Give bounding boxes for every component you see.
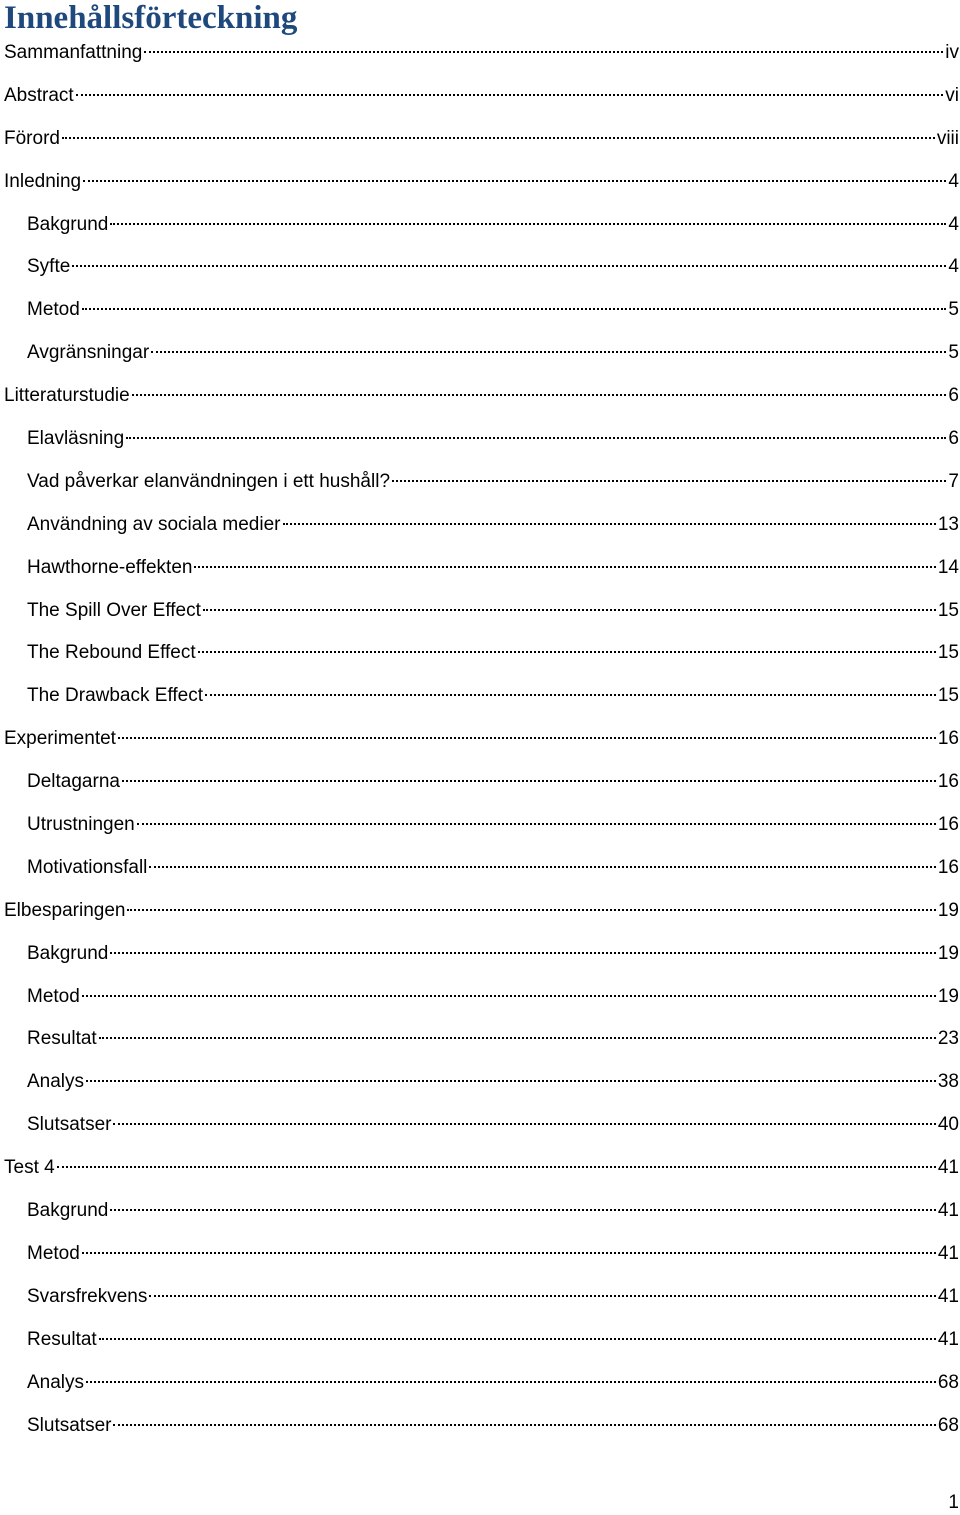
toc-entry[interactable] [0, 462, 960, 505]
toc-entry[interactable] [0, 1062, 960, 1105]
toc-entry-row[interactable] [27, 1027, 959, 1051]
toc-entry-page[interactable]: 16 [937, 856, 959, 878]
toc-entry[interactable] [0, 633, 960, 676]
toc-entry-row[interactable] [4, 84, 959, 108]
toc-entry-row[interactable] [27, 1070, 959, 1094]
toc-entry-label[interactable]: Metod [27, 299, 80, 321]
toc-entry[interactable] [0, 119, 960, 162]
toc-entry[interactable] [0, 1019, 960, 1062]
toc-entry-label[interactable]: Resultat [27, 1328, 97, 1350]
toc-entry-page[interactable]: 16 [937, 771, 959, 793]
dot-leader [82, 995, 936, 997]
dot-leader [122, 780, 936, 782]
toc-entry[interactable] [0, 376, 960, 419]
toc-entry[interactable] [0, 891, 960, 934]
toc-entry-label[interactable]: Litteraturstudie [4, 385, 130, 407]
toc-entry[interactable] [0, 977, 960, 1020]
dot-leader [113, 1424, 935, 1426]
toc-entry[interactable] [0, 205, 960, 248]
toc-entry[interactable] [0, 76, 960, 119]
toc-entry-row[interactable] [27, 213, 959, 237]
toc-entry-label[interactable]: Hawthorne-effekten [27, 556, 193, 578]
toc-entry-row[interactable] [27, 298, 959, 322]
toc-entry-page[interactable]: 6 [948, 428, 959, 450]
toc-entry[interactable] [0, 591, 960, 634]
toc-entry[interactable] [0, 1234, 960, 1277]
toc-entry-label[interactable]: Inledning [4, 170, 82, 192]
toc-entry-page[interactable]: 14 [937, 556, 959, 578]
toc-entry-row[interactable] [27, 427, 959, 451]
toc-entry-row[interactable] [4, 170, 959, 194]
toc-entry-row[interactable] [27, 255, 959, 279]
toc-entry-page[interactable]: 68 [937, 1414, 959, 1436]
dot-leader [205, 694, 936, 696]
toc-entry-page[interactable]: 40 [937, 1114, 959, 1136]
table-of-contents [0, 33, 960, 1448]
dot-leader [149, 1295, 935, 1297]
dot-leader [82, 1252, 936, 1254]
toc-entry-row[interactable] [27, 1199, 959, 1223]
dot-leader [149, 866, 935, 868]
toc-entry-label[interactable]: Motivationsfall [27, 856, 148, 878]
toc-entry-row[interactable] [27, 641, 959, 665]
dot-leader [86, 1381, 936, 1383]
toc-entry-page[interactable]: 19 [937, 985, 959, 1007]
toc-entry-page[interactable]: 41 [937, 1285, 959, 1307]
toc-entry-page[interactable]: 13 [937, 513, 959, 535]
toc-entry-row[interactable] [27, 856, 959, 880]
toc-entry-label[interactable]: Analys [27, 1071, 85, 1093]
dot-leader [113, 1123, 935, 1125]
toc-entry-row[interactable] [27, 1328, 959, 1352]
toc-entry-page[interactable]: iv [945, 42, 959, 63]
toc-entry[interactable] [0, 762, 960, 805]
dot-leader [86, 1080, 936, 1082]
dot-leader [99, 1037, 936, 1039]
toc-entry-row[interactable] [27, 813, 959, 837]
dot-leader [392, 480, 946, 482]
toc-entry[interactable] [0, 805, 960, 848]
toc-entry-label[interactable]: Bakgrund [27, 942, 109, 964]
toc-entry-row[interactable] [27, 985, 959, 1009]
toc-entry-label[interactable]: Förord [4, 127, 60, 149]
dot-leader [127, 909, 935, 911]
dot-leader [62, 137, 935, 139]
toc-entry-page[interactable]: viii [936, 127, 959, 149]
toc-entry-row[interactable] [4, 127, 959, 151]
toc-entry-page[interactable]: vi [945, 84, 959, 106]
toc-entry-page[interactable]: 41 [937, 1157, 959, 1179]
toc-entry-label[interactable]: Resultat [27, 1028, 97, 1050]
toc-entry-row[interactable] [27, 1371, 959, 1395]
toc-entry[interactable] [0, 1191, 960, 1234]
dot-leader [57, 1166, 936, 1168]
toc-entry-page[interactable]: 16 [937, 728, 959, 750]
toc-entry-label[interactable]: Utrustningen [27, 814, 135, 836]
toc-entry-page[interactable]: 5 [948, 299, 959, 321]
dot-leader [82, 308, 947, 310]
toc-entry-page[interactable]: 7 [948, 470, 959, 492]
toc-entry-row[interactable] [4, 384, 959, 408]
toc-entry[interactable] [0, 1320, 960, 1363]
dot-leader [118, 737, 936, 739]
toc-entry-row[interactable] [27, 513, 959, 537]
toc-entry-label[interactable]: Bakgrund [27, 1200, 109, 1222]
toc-heading: Innehållsförteckning [4, 0, 298, 36]
toc-entry-page[interactable]: 15 [937, 642, 959, 664]
toc-entry[interactable] [0, 419, 960, 462]
dot-leader [132, 394, 947, 396]
toc-entry-label[interactable]: Syfte [27, 256, 71, 278]
toc-entry-page[interactable]: 15 [937, 685, 959, 707]
toc-entry-row[interactable] [27, 1242, 959, 1266]
dot-leader [283, 523, 936, 525]
toc-entry-label[interactable]: Slutsatser [27, 1114, 112, 1136]
toc-entry[interactable] [0, 290, 960, 333]
toc-entry-row[interactable] [27, 341, 959, 365]
toc-entry-row[interactable] [27, 599, 959, 623]
toc-entry-label[interactable]: Bakgrund [27, 213, 109, 235]
toc-entry-page[interactable]: 19 [937, 942, 959, 964]
toc-entry-row[interactable] [27, 770, 959, 794]
toc-entry-page[interactable]: 4 [948, 213, 959, 235]
toc-entry-page[interactable]: 19 [937, 899, 959, 921]
toc-entry-row[interactable] [4, 727, 959, 751]
toc-entry-label[interactable]: The Spill Over Effect [27, 599, 201, 621]
toc-entry-row[interactable] [27, 556, 959, 580]
toc-entry[interactable] [0, 719, 960, 762]
dot-leader [110, 1209, 936, 1211]
dot-leader [203, 609, 936, 611]
toc-entry-page[interactable]: 23 [937, 1028, 959, 1050]
toc-entry-label[interactable]: Test 4 [4, 1157, 55, 1179]
toc-entry-label[interactable]: Abstract [4, 84, 74, 106]
toc-entry-page[interactable]: 41 [937, 1328, 959, 1350]
toc-entry-page[interactable]: 4 [948, 170, 959, 192]
toc-entry-label[interactable]: Experimentet [4, 728, 116, 750]
toc-entry[interactable] [0, 1406, 960, 1449]
toc-entry[interactable] [0, 1148, 960, 1191]
dot-leader [76, 94, 944, 96]
toc-entry-row[interactable] [4, 899, 959, 923]
toc-entry-row[interactable] [4, 41, 959, 65]
toc-entry[interactable] [0, 848, 960, 891]
dot-leader [110, 223, 946, 225]
toc-entry-row[interactable] [27, 684, 959, 708]
toc-entry-label[interactable]: Deltagarna [27, 771, 120, 793]
dot-leader [99, 1338, 936, 1340]
dot-leader [144, 51, 943, 53]
dot-leader [194, 566, 935, 568]
toc-entry-label[interactable]: Elbesparingen [4, 899, 126, 921]
toc-entry-label[interactable]: The Drawback Effect [27, 685, 204, 707]
toc-entry-page[interactable]: 16 [937, 814, 959, 836]
toc-entry[interactable] [0, 1277, 960, 1320]
toc-entry[interactable] [0, 934, 960, 977]
dot-leader [72, 265, 946, 267]
toc-entry[interactable] [0, 162, 960, 205]
toc-entry[interactable] [0, 247, 960, 290]
toc-entry[interactable] [0, 505, 960, 548]
toc-entry-label[interactable]: The Rebound Effect [27, 642, 196, 664]
toc-entry-page[interactable]: 4 [948, 256, 959, 278]
toc-entry-label[interactable]: Elavläsning [27, 428, 125, 450]
toc-entry-label[interactable]: Vad påverkar elanvändningen i ett hushåll? [27, 470, 391, 492]
toc-entry-page[interactable]: 15 [937, 599, 959, 621]
dot-leader [198, 651, 936, 653]
toc-entry[interactable] [0, 1363, 960, 1406]
dot-leader [110, 952, 936, 954]
toc-entry-row[interactable] [27, 1113, 959, 1137]
toc-entry-row[interactable] [27, 470, 959, 494]
toc-entry[interactable] [0, 548, 960, 591]
toc-entry-label[interactable]: Metod [27, 985, 80, 1007]
toc-entry-row[interactable] [4, 1156, 959, 1180]
toc-entry-page[interactable]: 41 [937, 1242, 959, 1264]
toc-entry[interactable] [0, 333, 960, 376]
toc-entry-label[interactable]: Sammanfattning [4, 42, 143, 63]
toc-entry-label[interactable]: Avgränsningar [27, 342, 150, 364]
toc-entry-page[interactable]: 6 [948, 385, 959, 407]
toc-entry-label[interactable]: Svarsfrekvens [27, 1285, 148, 1307]
toc-entry-page[interactable]: 41 [937, 1200, 959, 1222]
dot-leader [151, 351, 946, 353]
footer-page-number: 1 [948, 1492, 959, 1513]
dot-leader [126, 437, 946, 439]
dot-leader [83, 180, 946, 182]
toc-entry-page[interactable]: 38 [937, 1071, 959, 1093]
toc-entry-row[interactable] [27, 1414, 959, 1438]
toc-entry-label[interactable]: Metod [27, 1242, 80, 1264]
dot-leader [137, 823, 936, 825]
toc-entry[interactable] [0, 33, 960, 76]
toc-entry-row[interactable] [27, 942, 959, 966]
toc-entry[interactable] [0, 676, 960, 719]
toc-entry-row[interactable] [27, 1285, 959, 1309]
toc-entry-page[interactable]: 5 [948, 342, 959, 364]
toc-entry-page[interactable]: 68 [937, 1371, 959, 1393]
toc-entry-label[interactable]: Användning av sociala medier [27, 513, 281, 535]
toc-entry-label[interactable]: Analys [27, 1371, 85, 1393]
toc-entry-label[interactable]: Slutsatser [27, 1414, 112, 1436]
toc-entry[interactable] [0, 1105, 960, 1148]
